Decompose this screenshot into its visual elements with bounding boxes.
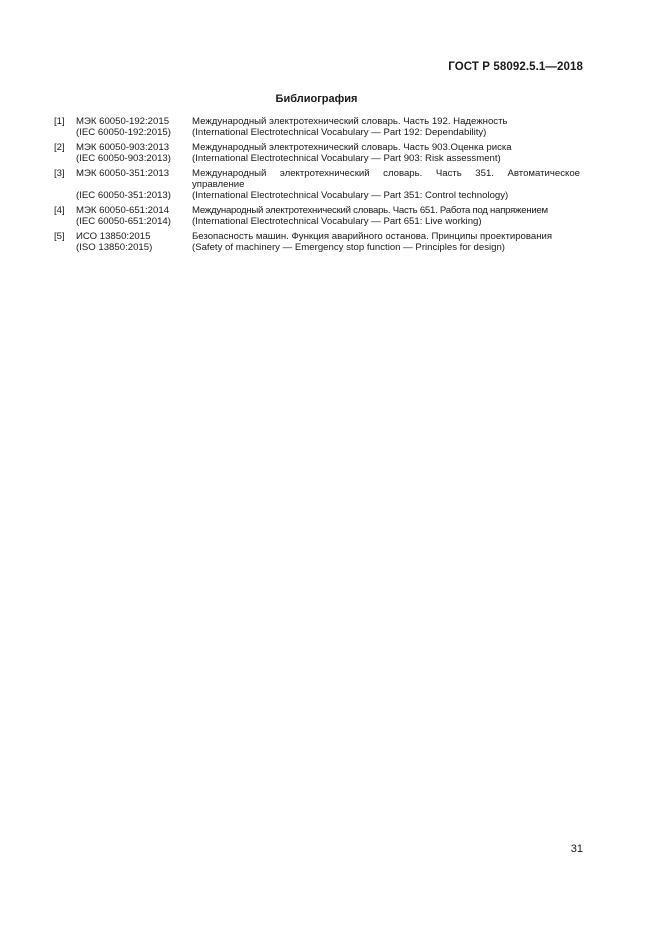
reference-en: (ISO 13850:2015) (76, 242, 153, 254)
entry-reference (76, 116, 192, 139)
bibliography-entry (54, 168, 580, 202)
page-number: 31 (570, 843, 583, 855)
entry-reference (76, 205, 192, 228)
reference-ru: МЭК 60050-651:2014 (76, 204, 170, 216)
title-en: (International Electrotechnical Vocabulary — Part 192: Dependability) (192, 127, 487, 139)
title-ru: Международный электротехнический словарь. Часть 903.Оценка риска (192, 141, 512, 153)
title-ru: Международный электротехнический словарь. Часть 651. Работа под напряжением (192, 204, 548, 216)
entry-reference (76, 168, 192, 202)
title-ru: Безопасность машин. Функция аварийного останова. Принципы проектирования (192, 230, 553, 242)
entry-reference (76, 231, 192, 254)
title-en: (Safety of machinery — Emergency stop function — Principles for design) (192, 242, 505, 254)
reference-en: (IEC 60050-192:2015) (76, 127, 171, 139)
reference-ru: ИСО 13850:2015 (76, 230, 151, 242)
document-code: ГОСТ Р 58092.5.1—2018 (448, 61, 583, 73)
bibliography-list (54, 116, 580, 256)
entry-number: [4] (54, 204, 65, 216)
entry-description (192, 205, 580, 228)
reference-en: (IEC 60050-351:2013) (76, 190, 171, 202)
reference-ru: МЭК 60050-192:2015 (76, 116, 170, 127)
entry-reference (76, 142, 192, 165)
title-ru: Международный электротехнический словарь. Часть 192. Надежность (192, 116, 508, 127)
title-en: (International Electrotechnical Vocabulary — Part 351: Control technology) (192, 190, 509, 202)
reference-ru: МЭК 60050-903:2013 (76, 141, 170, 153)
entry-number: [2] (54, 141, 65, 153)
bibliography-entry (54, 116, 580, 139)
bibliography-title: Библиография (275, 93, 358, 105)
bibliography-entry (54, 231, 580, 254)
title-ru-line2: управление (192, 179, 245, 191)
title-ru-line1: Международный электротехнический словарь. Часть 351. Автоматическое (192, 167, 580, 179)
reference-en: (IEC 60050-651:2014) (76, 216, 171, 228)
entry-description (192, 116, 580, 139)
reference-ru: МЭК 60050-351:2013 (76, 167, 170, 179)
bibliography-entry (54, 142, 580, 165)
entry-number: [3] (54, 167, 65, 179)
entry-description (192, 142, 580, 165)
entry-description (192, 231, 580, 254)
reference-en: (IEC 60050-903:2013) (76, 153, 171, 165)
entry-number: [5] (54, 230, 65, 242)
reference-spacer (76, 179, 192, 190)
entry-number: [1] (54, 116, 65, 127)
title-en: (International Electrotechnical Vocabulary — Part 651: Live working) (192, 216, 482, 228)
bibliography-entry (54, 205, 580, 228)
entry-description (192, 168, 580, 202)
title-en: (International Electrotechnical Vocabulary — Part 903: Risk assessment) (192, 153, 501, 165)
